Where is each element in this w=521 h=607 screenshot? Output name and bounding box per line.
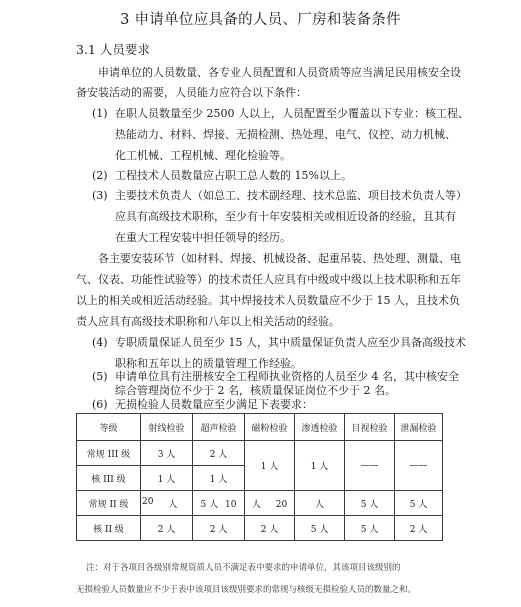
paragraph-line: 职称和五年以上的质量管理工作经验。 [115,357,302,370]
table-cell [193,491,245,516]
table-cell: 1 人 [141,466,193,491]
table-cell: —— [395,441,443,491]
item-number: (1) [92,107,108,120]
paragraph-line: 申请单位具有注册核安全工程师执业资格的人员至少 4 名，其中核安全 [115,370,459,383]
cell-fragment: 人 [168,499,178,510]
table-header: 泄漏检验 [395,414,443,441]
table-cell: 常规 III 级 [77,441,141,466]
paragraph-line: 工程技术人员数量应占职工总人数的 15%以上。 [115,169,352,182]
chapter-title: 3 申请单位应具备的人员、厂房和装备条件 [120,12,401,28]
paragraph-line: 各主要安装环节（如材料、焊接、机械设备、起重吊装、热处理、测量、电 [98,252,461,265]
paragraph-line: 气、仪表、功能性试验等）的技术责任人应具有中级或中级以上技术职称和五年 [76,273,461,286]
item-number: (5) [92,370,108,383]
table-cell: 1 人 [295,441,345,491]
section-heading: 3.1 人员要求 [76,42,150,57]
paragraph-line: 无损检验人员数量应至少满足下表要求： [115,398,313,411]
table-cell: 1 人 [245,441,295,491]
table-cell: 2 人 [245,516,295,541]
paragraph-line: 主要技术负责人（如总工、技术副经理、技术总监、项目技术负责人等） [115,189,467,202]
table-header-row [77,414,443,441]
item-number: (2) [92,169,108,182]
table-header: 超声检验 [193,414,245,441]
table-cell: 3 人 [141,441,193,466]
table-row [77,491,443,516]
table-cell: 2 人 [141,516,193,541]
paragraph-line: 申请单位的人员数量、各专业人员配置和人员资质等应当满足民用核安全设 [98,66,461,79]
table-row [77,441,443,466]
table-header: 射线检验 [141,414,193,441]
table-cell: 2 人 [193,441,245,466]
table-header: 等级 [77,414,141,441]
cell-fragment: 人 [251,499,261,510]
paragraph-line: 在职人员数量至少 2500 人以上，人员配置至少覆盖以下专业：核工程、 [115,107,469,120]
paragraph-line: 综合管理岗位不少于 2 名，核质量保证岗位不少于 2 名。 [115,384,396,397]
item-number: (4) [92,336,108,349]
cell-fragment: 5 人 [200,499,219,510]
paragraph-line: 化工机械、工程机械、理化检验等。 [115,149,291,162]
table-header: 磁粉检验 [245,414,295,441]
table-cell: 2 人 [193,516,245,541]
paragraph-line: 备安装活动的需要，人员能力应符合以下条件： [76,86,307,99]
table-cell: 5 人 [345,491,395,516]
paragraph-line: 责人应具有高级技术职称和八年以上相关活动的经验。 [76,315,340,328]
table-cell: —— [345,441,395,491]
paragraph-line: 应具有高级技术职称，至少有十年安装相关或相近设备的经验，且其有 [115,210,456,223]
table-note: 无损检验人员数量应不少于表中该项目该级别要求的常规与核级无损检验人员的数量之和。 [76,585,417,595]
table-cell: 核 III 级 [77,466,141,491]
paragraph-line: 专职质量保证人员至少 15 人，其中质量保证负责人应至少具备高级技术 [115,336,466,349]
cell-fragment: 10 [225,499,237,510]
table-cell: 5 人 [345,516,395,541]
table-cell: 2 人 [395,516,443,541]
table-note: 注：对于各项目各级别常规资质人员不满足表中要求的申请单位，其该项目该级别的 [86,563,401,573]
paragraph-line: 热能动力、材料、焊接、无损检测、热处理、电气、仪控、动力机械、 [115,128,456,141]
table-cell: 常规 II 级 [77,491,141,516]
table-cell: 人 [295,491,345,516]
table-cell: 5 人 [395,491,443,516]
table-cell [245,491,295,516]
paragraph-line: 在重大工程安装中担任领导的经历。 [115,231,291,244]
table-cell [141,491,193,516]
item-number: (3) [92,189,108,202]
ndt-personnel-table [76,413,443,541]
item-number: (6) [92,398,108,411]
table-header: 渗透检验 [295,414,345,441]
cell-fragment: 20 [275,499,288,510]
paragraph-line: 以上的相关或相近活动经验。其中焊接技术人员数量应不少于 15 人，且技术负 [76,294,460,307]
table-cell: 1 人 [193,466,245,491]
cell-fragment: 20 [142,496,154,507]
table-row [77,516,443,541]
table-header: 目视检验 [345,414,395,441]
table-cell: 核 II 级 [77,516,141,541]
table-cell: 5 人 [295,516,345,541]
